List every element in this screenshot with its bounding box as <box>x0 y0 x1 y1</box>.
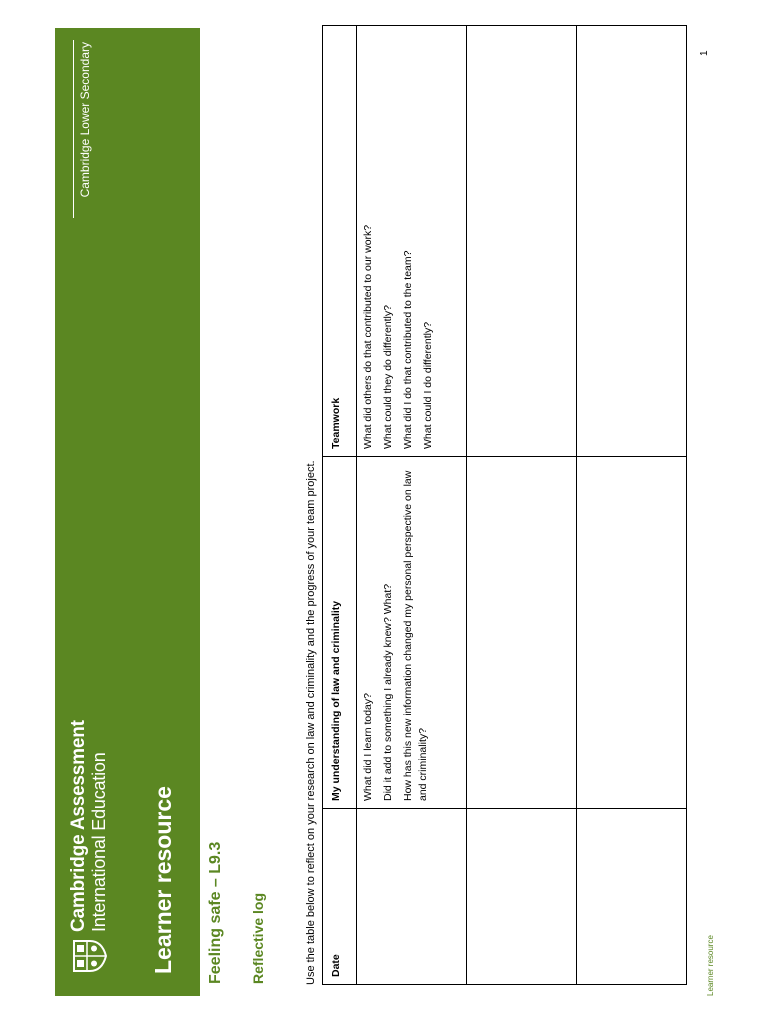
understanding-cell[interactable] <box>467 457 577 809</box>
org-name <box>69 720 109 932</box>
column-header-teamwork: Teamwork <box>323 26 357 457</box>
understanding-cell[interactable] <box>577 457 687 809</box>
header-divider <box>73 40 74 218</box>
date-cell[interactable] <box>467 809 577 985</box>
understanding-prompt: Did it add to something I already knew? What? <box>382 583 394 801</box>
document-title: Feeling safe – L9.3 <box>207 841 224 984</box>
column-header-understanding: My understanding of law and criminality <box>323 457 357 809</box>
page-number: 1 <box>699 50 710 56</box>
teamwork-prompt: What did others do that contributed to our work? <box>362 224 374 449</box>
understanding-cell[interactable] <box>357 457 467 809</box>
teamwork-prompt: What could I do differently? <box>422 321 434 449</box>
teamwork-cell[interactable] <box>357 26 467 457</box>
table-row <box>357 26 467 985</box>
understanding-prompt: What did I learn today? <box>362 693 374 801</box>
org-name-line1: Cambridge Assessment <box>68 720 89 932</box>
document-subtitle: Reflective log <box>250 892 266 984</box>
org-logo <box>69 720 109 974</box>
series-label: Cambridge Lower Secondary <box>78 42 92 198</box>
reflective-log-table <box>322 25 687 985</box>
header-banner <box>55 28 200 996</box>
teamwork-cell[interactable] <box>467 26 577 457</box>
table-row <box>467 26 577 985</box>
column-header-date: Date <box>323 809 357 985</box>
teamwork-cell[interactable] <box>577 26 687 457</box>
teamwork-prompt: What did I do that contributed to the team? <box>402 250 414 449</box>
instruction-text: Use the table below to reflect on your research on law and criminality and the progress of your team project. <box>305 460 317 985</box>
date-cell[interactable] <box>357 809 467 985</box>
table-header-row <box>323 26 357 985</box>
table-row <box>577 26 687 985</box>
resource-heading: Learner resource <box>150 786 176 974</box>
cambridge-shield-icon <box>71 938 107 974</box>
understanding-prompt: How has this new information changed my personal perspective on law and criminality? <box>402 470 429 801</box>
org-name-line2: International Education <box>89 752 109 932</box>
footer-label: Learner resource <box>706 935 715 996</box>
teamwork-prompt: What could they do differently? <box>382 305 394 449</box>
date-cell[interactable] <box>577 809 687 985</box>
